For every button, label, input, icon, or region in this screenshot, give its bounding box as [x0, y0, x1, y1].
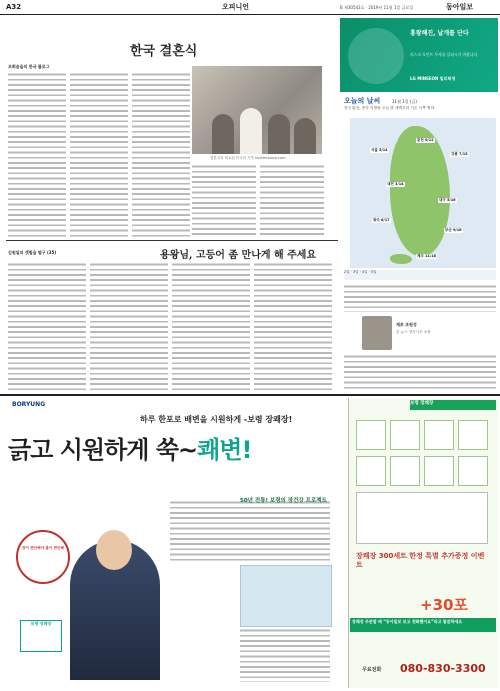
page-number: A32 [6, 3, 22, 11]
city-chuncheon: 춘천 0/12 [417, 138, 434, 142]
ad-info-box [356, 492, 488, 544]
article2-col2 [90, 262, 168, 390]
ad-headline-main: 긁고 시원하게 쑥~쾌변! [8, 436, 252, 464]
newspaper-brand: 동아일보 [446, 3, 474, 11]
article1-title: 한국 결혼식 [130, 44, 198, 59]
issue-info: B 제30543호 · 2019년 11월 1일 금요일 [340, 5, 414, 10]
article2-byline: 김원일의 갯벌을 떨구 (35) [8, 250, 57, 255]
ad-model-face [96, 530, 132, 570]
city-gangneung: 강릉 7/15 [451, 152, 468, 156]
feature-box-5 [356, 456, 386, 486]
boryung-logo: BORYUNG [12, 401, 46, 408]
right-col-text2 [344, 354, 496, 390]
article1-col4 [192, 164, 256, 237]
article2-col3 [172, 262, 250, 390]
ad-brand: LG MINSEON 밀리회생 [410, 76, 456, 81]
article2-col4 [254, 262, 332, 390]
ad-tagline: 하루 한포로 배변을 시원하게 ‑보령 장쾌장! [140, 415, 293, 424]
feature-box-1 [356, 420, 386, 450]
weather-map [350, 118, 496, 268]
wedding-photo [192, 66, 322, 154]
section-title: 오피니언 [222, 3, 250, 11]
weather-date: 11월 1일 (금) [392, 99, 417, 104]
feature-box-2 [390, 420, 420, 450]
feature-box-3 [424, 420, 454, 450]
feature-box-6 [390, 456, 420, 486]
city-gwangju: 광주 6/17 [373, 218, 390, 222]
order-phone[interactable]: 080-830-3300 [400, 662, 486, 675]
ad-body-text2 [240, 628, 330, 682]
article1-col3 [132, 72, 190, 237]
article1-col5 [260, 164, 324, 237]
city-daejeon: 대전 3/14 [387, 182, 404, 186]
article2-col1 [8, 262, 86, 390]
divider [6, 240, 338, 241]
author-title: 본 뉴스 천지시초 소장 [396, 330, 431, 334]
ad-event-bar: 장쾌장 주문할 때 “동아일보 보고 전화했어요”라고 말씀하세요 [350, 618, 496, 632]
article1-col1 [8, 72, 66, 237]
city-daegu: 대구 5/16 [439, 198, 456, 202]
city-seoul: 서울 5/14 [371, 148, 388, 152]
feature-box-4 [458, 420, 488, 450]
right-col-text [344, 284, 496, 312]
phone-label: 무료전화 [362, 667, 382, 673]
weather-title: 오늘의 날씨 [344, 97, 381, 105]
ad-headline: 홍왕해진, 날개를 단다 [410, 30, 469, 37]
ad-section-title: 50년 전통! 보령의 장건강 프로젝트 [240, 498, 327, 504]
korea-land [390, 126, 450, 256]
article2-title: 용왕님, 고등어 좀 만나게 해 주세요 [160, 250, 317, 261]
photo-caption: 결혼식과 비교된 미국의 가족 shutterstock.com [210, 156, 286, 160]
article1-byline: 조회숨을의 한국 블로그 [8, 64, 50, 69]
product-label-bar: 보령 장쾌장 [410, 400, 496, 410]
page-header [0, 0, 500, 15]
ad-sub: 리스크 포인트 투자를 살피시기 바랍니다 [410, 52, 478, 57]
weather-forecast: 2일 · 3일 · 4일 · 5일 [344, 270, 496, 280]
ad-event: 장쾌장 300세트 한정 특별 추가증정 이벤트 [356, 552, 485, 569]
weather-summary: 전국 맑음, 중부 지방을 오늘 밤 새벽부터 기온 서쪽 영하. [344, 106, 436, 110]
feature-box-8 [458, 456, 488, 486]
author-name: 재초 조원성 [396, 322, 417, 327]
ad-plus-offer: +30포 [420, 596, 468, 614]
feature-box-7 [424, 456, 454, 486]
ad-product-image [240, 565, 332, 627]
jeju-land [390, 254, 412, 264]
ad-divider [0, 394, 500, 396]
article1-col2 [70, 72, 128, 237]
author-photo [362, 316, 392, 350]
product-box: 보령 장쾌장 [20, 620, 62, 652]
city-busan: 부산 9/18 [445, 228, 462, 232]
ad-graphic [348, 28, 404, 84]
ad-body-text [170, 500, 330, 564]
city-jeju: 제주 11/18 [417, 254, 437, 258]
top-right-ad[interactable] [340, 18, 498, 92]
ad-badge: 장이 편안해야 몸이 편안해 [16, 530, 70, 584]
